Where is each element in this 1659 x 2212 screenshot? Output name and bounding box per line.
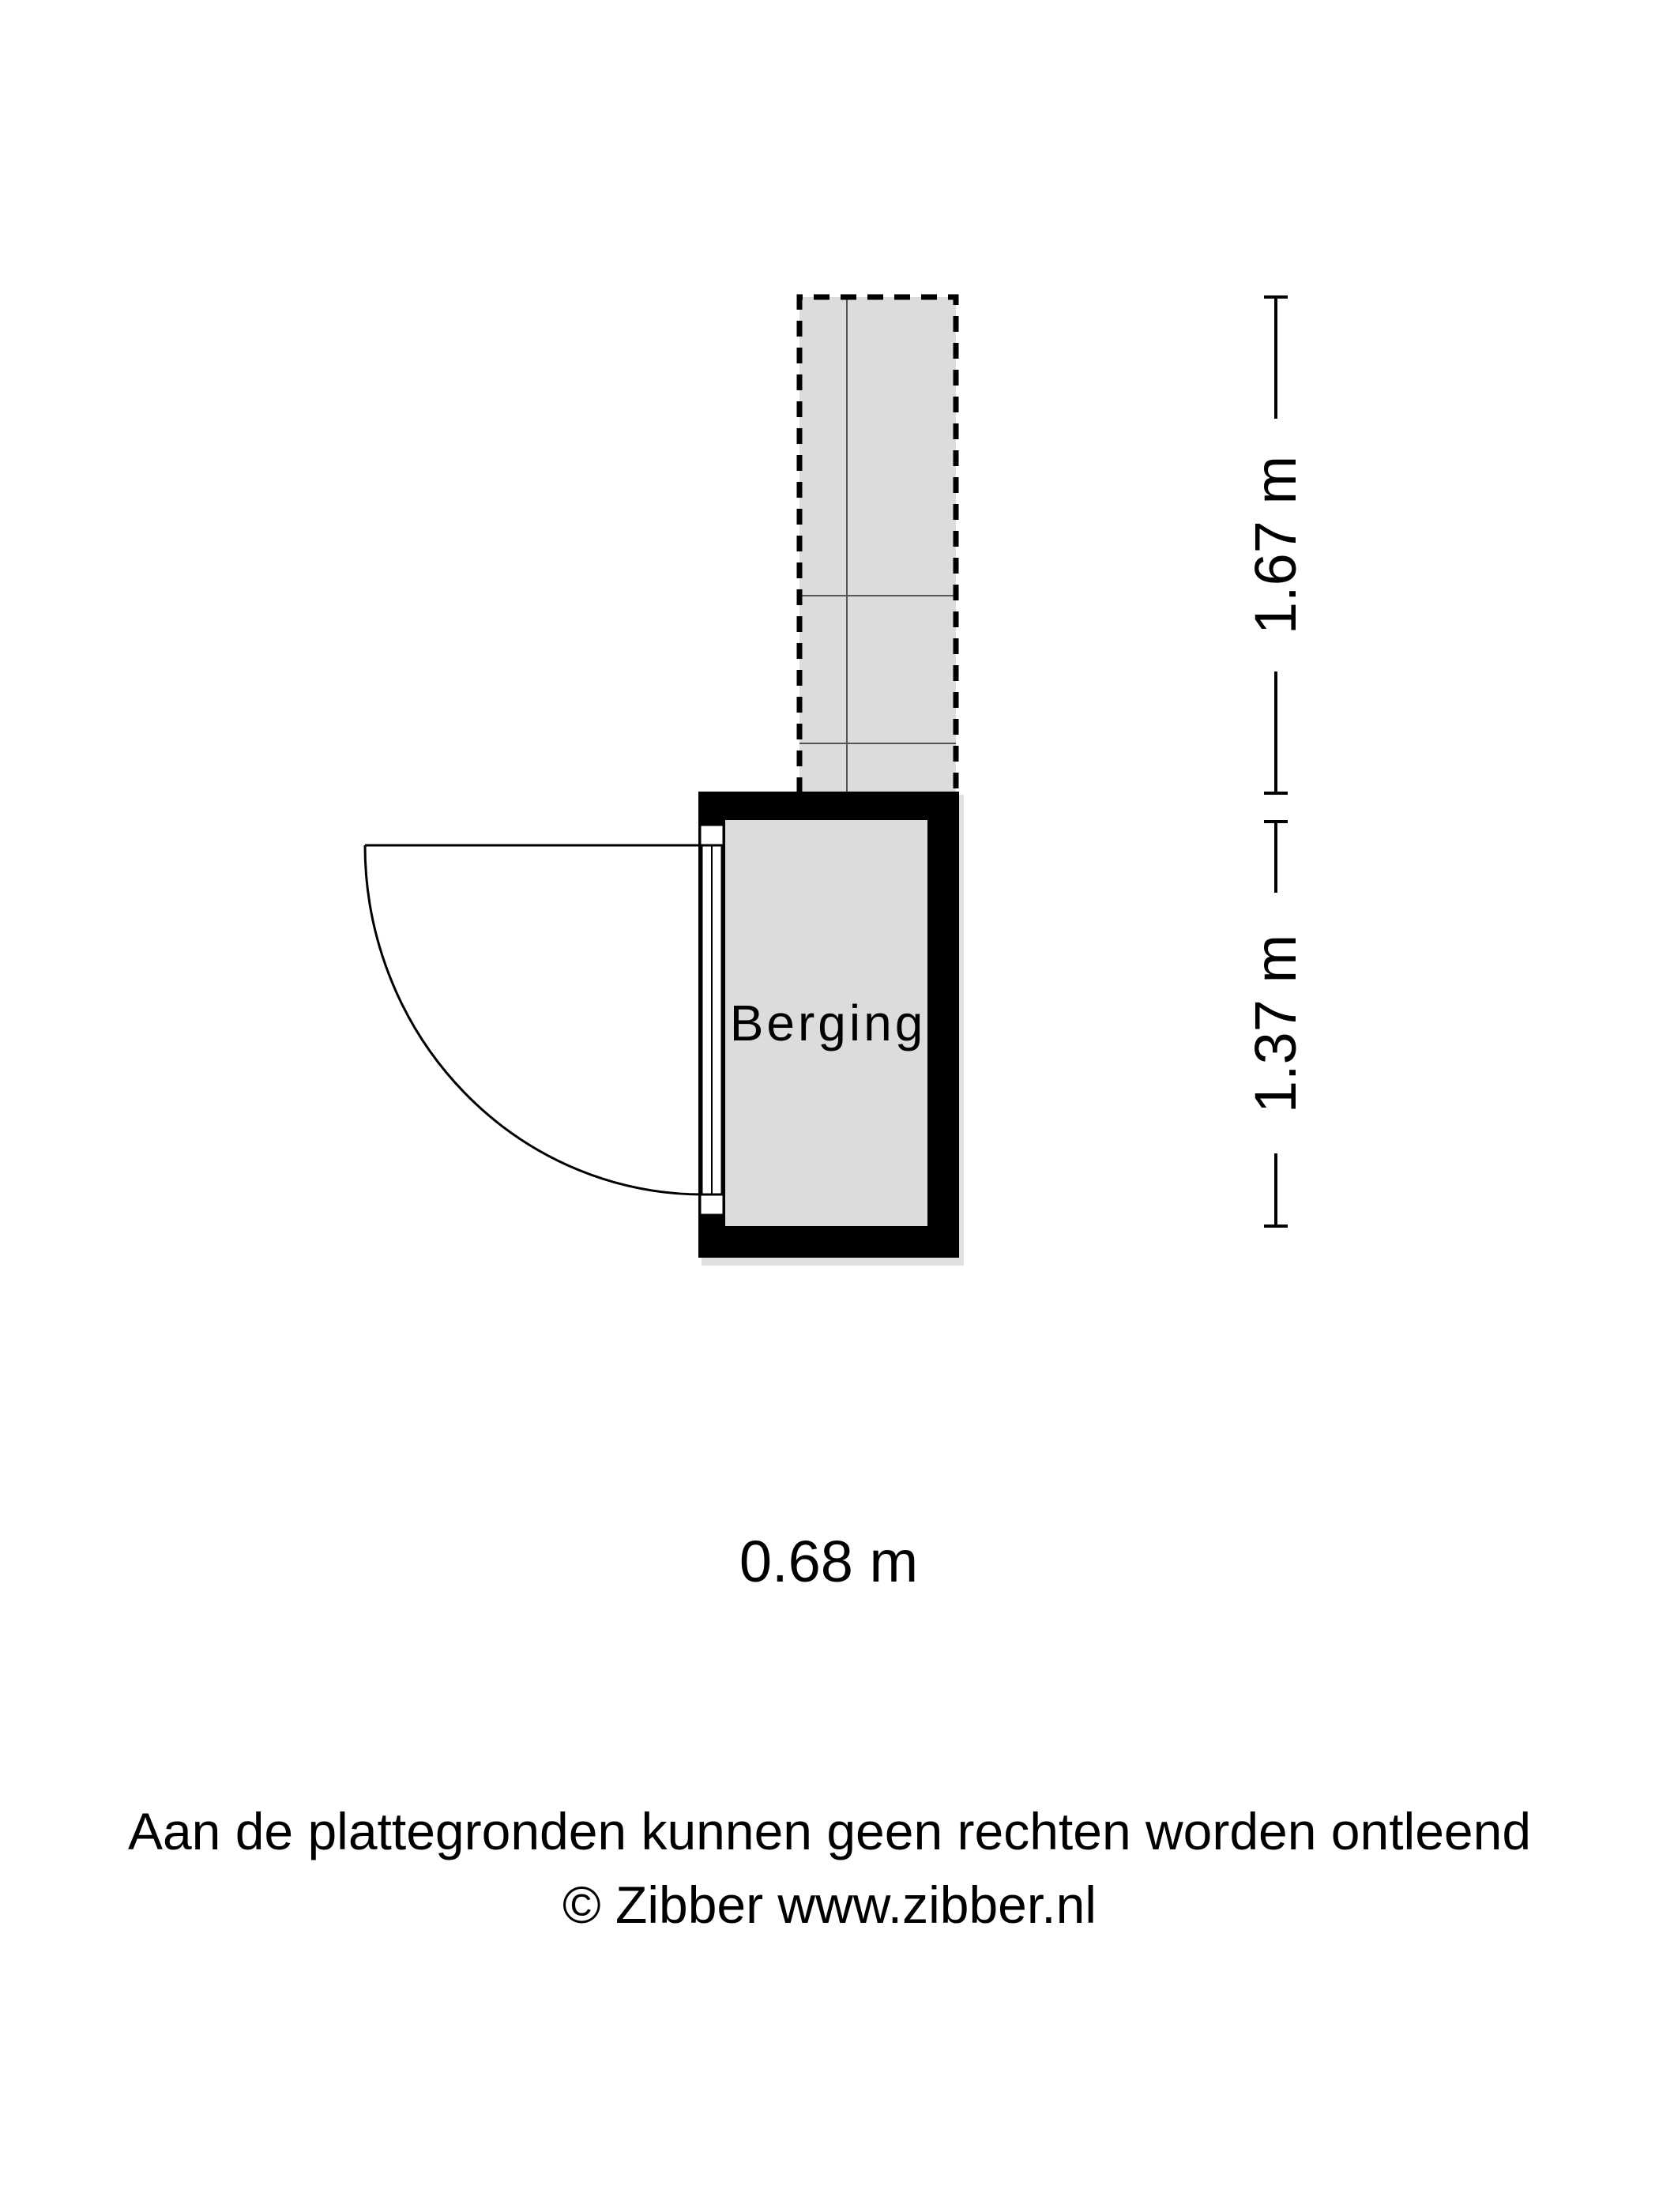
- door-swing-arc: [365, 845, 703, 1194]
- dimension-upper-label: 1.67 m: [1243, 455, 1308, 635]
- door-swing: [365, 845, 703, 1194]
- disclaimer-text: Aan de plattegronden kunnen geen rechten worden ontleend: [127, 1802, 1532, 1860]
- dimension-width-label: 0.68 m: [739, 1529, 919, 1594]
- dimension-upper: [1243, 297, 1308, 793]
- room-berging: [698, 792, 964, 1266]
- upper-area-floor: [799, 297, 956, 793]
- upper-area: [799, 297, 956, 793]
- dimension-lower: [1243, 822, 1308, 1226]
- dimension-lower-label: 1.37 m: [1243, 934, 1308, 1114]
- door-frame-bottom: [700, 1194, 724, 1215]
- room-label: Berging: [729, 995, 927, 1051]
- copyright-text: © Zibber www.zibber.nl: [562, 1875, 1097, 1934]
- door-frame-top: [700, 825, 724, 845]
